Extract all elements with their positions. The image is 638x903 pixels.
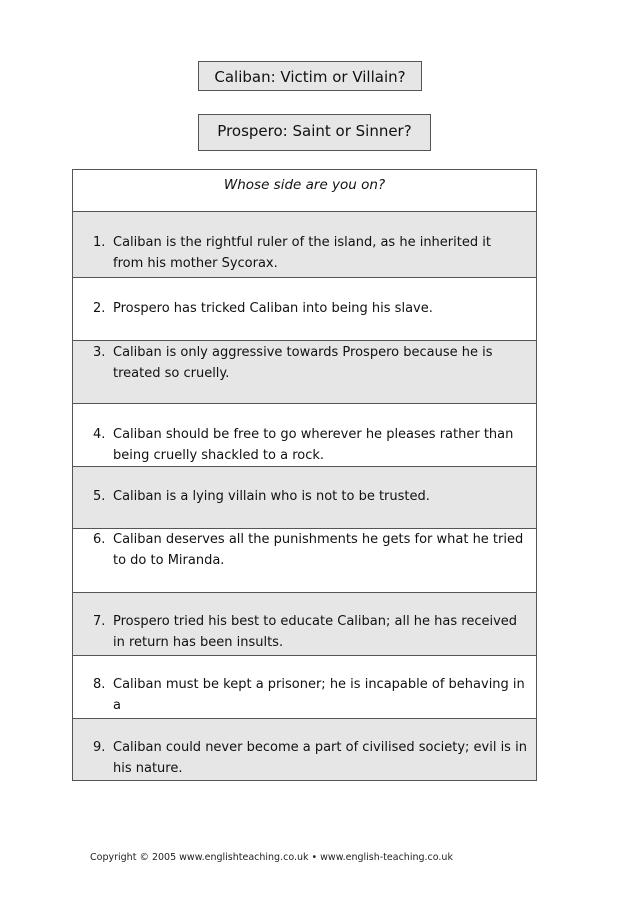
statement-row <box>73 341 536 404</box>
statement-row <box>73 529 536 593</box>
statement-text: from his mother Sycorax. <box>113 256 278 271</box>
statement-text: Caliban is the rightful ruler of the island, as he inherited it <box>113 235 491 250</box>
statement-number: 2. <box>93 301 106 316</box>
statement-row <box>73 656 536 719</box>
statement-number: 9. <box>93 740 106 755</box>
statement-text: Prospero tried his best to educate Caliban; all he has received <box>113 614 518 629</box>
statement-text: being cruelly shackled to a rock. <box>113 448 325 463</box>
statement-text: in return has been insults. <box>113 635 284 650</box>
statement-number: 7. <box>93 614 106 629</box>
statement-number: 1. <box>93 235 106 250</box>
statements-table <box>72 169 537 781</box>
statement-number: 8. <box>93 677 106 692</box>
statement-text: Caliban deserves all the punishments he gets for what he tried <box>113 532 524 547</box>
statement-number: 5. <box>93 489 106 504</box>
statement-number: 4. <box>93 427 106 442</box>
table-header: Whose side are you on? <box>73 170 536 212</box>
statement-number: 6. <box>93 532 106 547</box>
main-title: Caliban: Victim or Villain? <box>198 61 422 91</box>
statement-text: to do to Miranda. <box>113 553 225 568</box>
statement-row <box>73 719 536 781</box>
statement-text: treated so cruelly. <box>113 366 230 381</box>
statement-text: Prospero has tricked Caliban into being his slave. <box>113 301 433 316</box>
statement-text: Caliban should be free to go wherever he pleases rather than <box>113 427 514 442</box>
statement-row <box>73 404 536 467</box>
statement-text: Caliban must be kept a prisoner; he is incapable of behaving in a <box>113 677 525 713</box>
statement-text: Caliban could never become a part of civilised society; evil is in <box>113 740 527 755</box>
statement-text: Caliban is only aggressive towards Prospero because he is <box>113 345 493 360</box>
statement-row <box>73 593 536 656</box>
statement-row <box>73 467 536 529</box>
statement-row <box>73 212 536 278</box>
statement-text: Caliban is a lying villain who is not to be trusted. <box>113 489 430 504</box>
subtitle: Prospero: Saint or Sinner? <box>198 114 431 151</box>
statement-text: his nature. <box>113 761 183 776</box>
statement-row <box>73 278 536 341</box>
copyright-footer: Copyright © 2005 www.englishteaching.co.uk • www.english-teaching.co.uk <box>90 852 453 863</box>
statement-number: 3. <box>93 345 106 360</box>
